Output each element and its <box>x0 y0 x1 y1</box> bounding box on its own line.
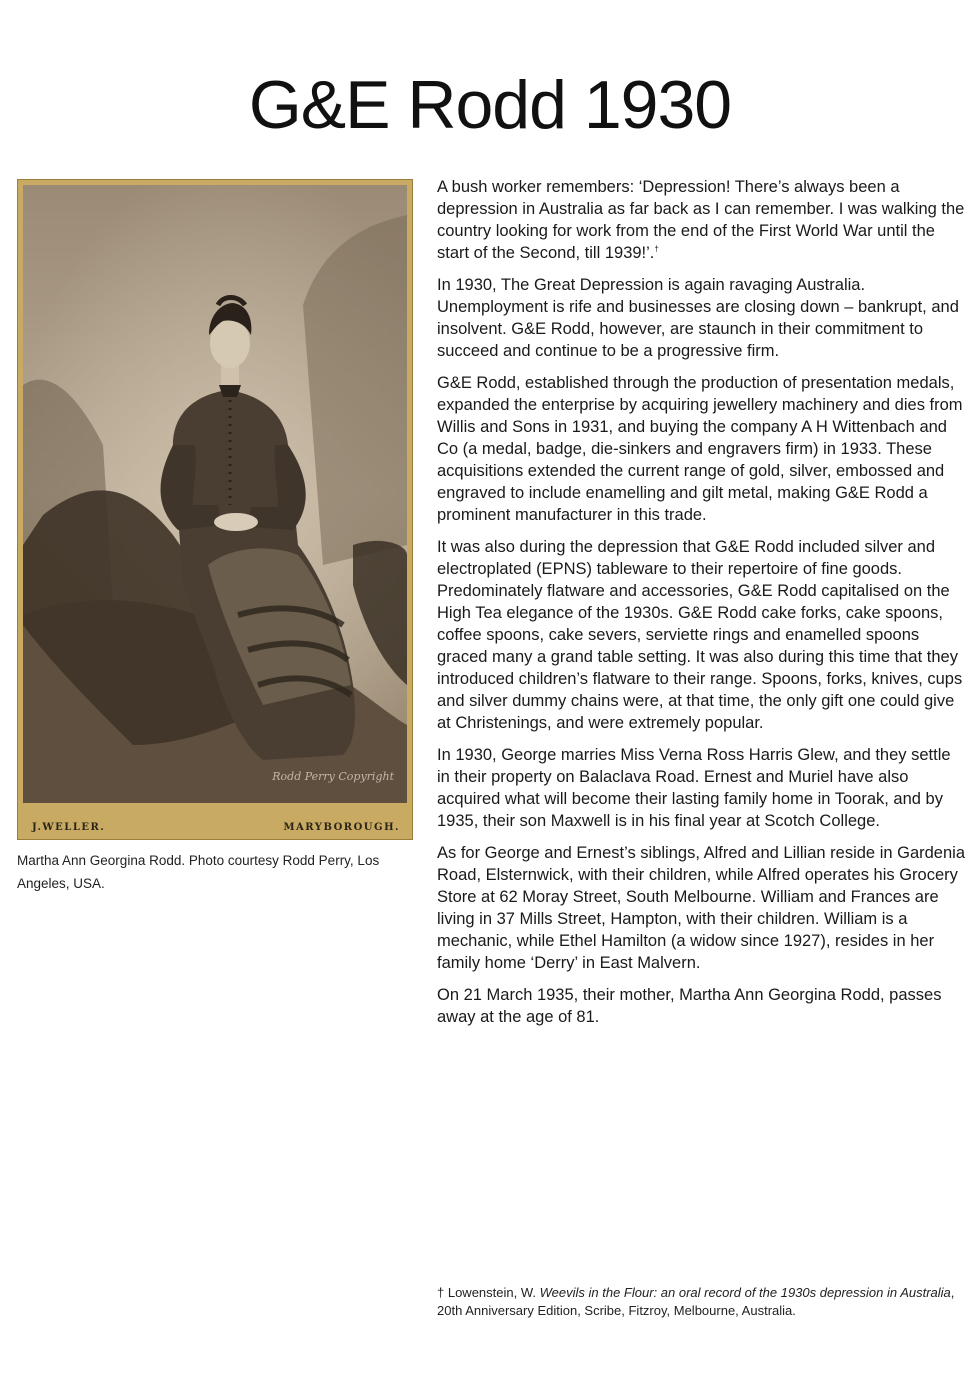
paragraph: In 1930, The Great Depression is again ravaging Australia. Unemployment is rife and businesses are closing down – bankrupt, and insolvent. G&E Rodd, however, are staunch in their commitment to succeed and continue to be a progressive firm. <box>437 276 959 360</box>
footnote <box>437 1284 967 1320</box>
article-body <box>437 176 967 1038</box>
portrait-image <box>23 185 407 803</box>
page-title: G&E Rodd 1930 <box>248 66 732 143</box>
footnote-book-title: Weevils in the Flour: an oral record of the 1930s depression in Australia <box>539 1285 951 1300</box>
paragraph: On 21 March 1935, their mother, Martha Ann Georgina Rodd, passes away at the age of 81. <box>437 986 942 1026</box>
portrait-illustration <box>23 185 407 803</box>
paragraph: In 1930, George marries Miss Verna Ross Harris Glew, and they settle in their property on Balaclava Road. Ernest and Muriel have also acquired what will become their lasting family home in Toorak, and by 1935, their son Maxwell is in his final year at Scotch College. <box>437 746 951 830</box>
footnote-marker: † <box>654 244 659 254</box>
studio-location-label: MARYBOROUGH. <box>283 822 400 833</box>
photographer-label: J.WELLER. <box>32 822 106 833</box>
paragraph: A bush worker remembers: ‘Depression! There’s always been a depression in Australia as far back as I can remember. I was walking the country looking for work from the end of the First World War until the start of the Second, till 1939!’.† <box>437 178 965 262</box>
photo-watermark: Rodd Perry Copyright <box>272 770 394 783</box>
paragraph: As for George and Ernest’s siblings, Alfred and Lillian reside in Gardenia Road, Elsternwick, with their children, while Alfred operates his Grocery Store at 62 Moray Street, South Melbourne. William and Frances are living in 37 Mills Street, Hampton, with their children. William is a mechanic, while Ethel Hamilton (a widow since 1927), resides in her family home ‘Derry’ in East Malvern. <box>437 844 965 972</box>
paragraph: G&E Rodd, established through the production of presentation medals, expanded the enterprise by acquiring jewellery machinery and dies from Willis and Sons in 1931, and buying the company A H Wittenbach and Co (a medal, badge, die-sinkers and engravers firm) in 1933. These acquisitions extended the current range of gold, silver, embossed and engraved to include enamelling and gilt metal, making G&E Rodd a prominent manufacturer in this trade. <box>437 374 963 524</box>
paragraph: It was also during the depression that G&E Rodd included silver and electroplated (EPNS) tableware to their repertoire of fine goods. Predominately flatware and accessories, G&E Rodd capitalised on the High Tea elegance of the 1930s. G&E Rodd cake forks, cake spoons, coffee spoons, cake severs, serviette rings and enamelled spoons graced many a grand table setting. It was also during this time that they introduced children’s flatware to their range. Spoons, forks, knives, cups and silver dummy chains were, at that time, the only gift one could give at Christenings, and were extremely popular. <box>437 538 963 732</box>
photo-caption: Martha Ann Georgina Rodd. Photo courtesy Rodd Perry, Los Angeles, USA. <box>17 853 380 891</box>
footnote-publication: , 20th Anniversary Edition, Scribe, Fitzroy, Melbourne, Australia. <box>437 1285 955 1318</box>
portrait-photo <box>17 179 413 840</box>
footnote-author: † Lowenstein, W. <box>437 1285 540 1300</box>
